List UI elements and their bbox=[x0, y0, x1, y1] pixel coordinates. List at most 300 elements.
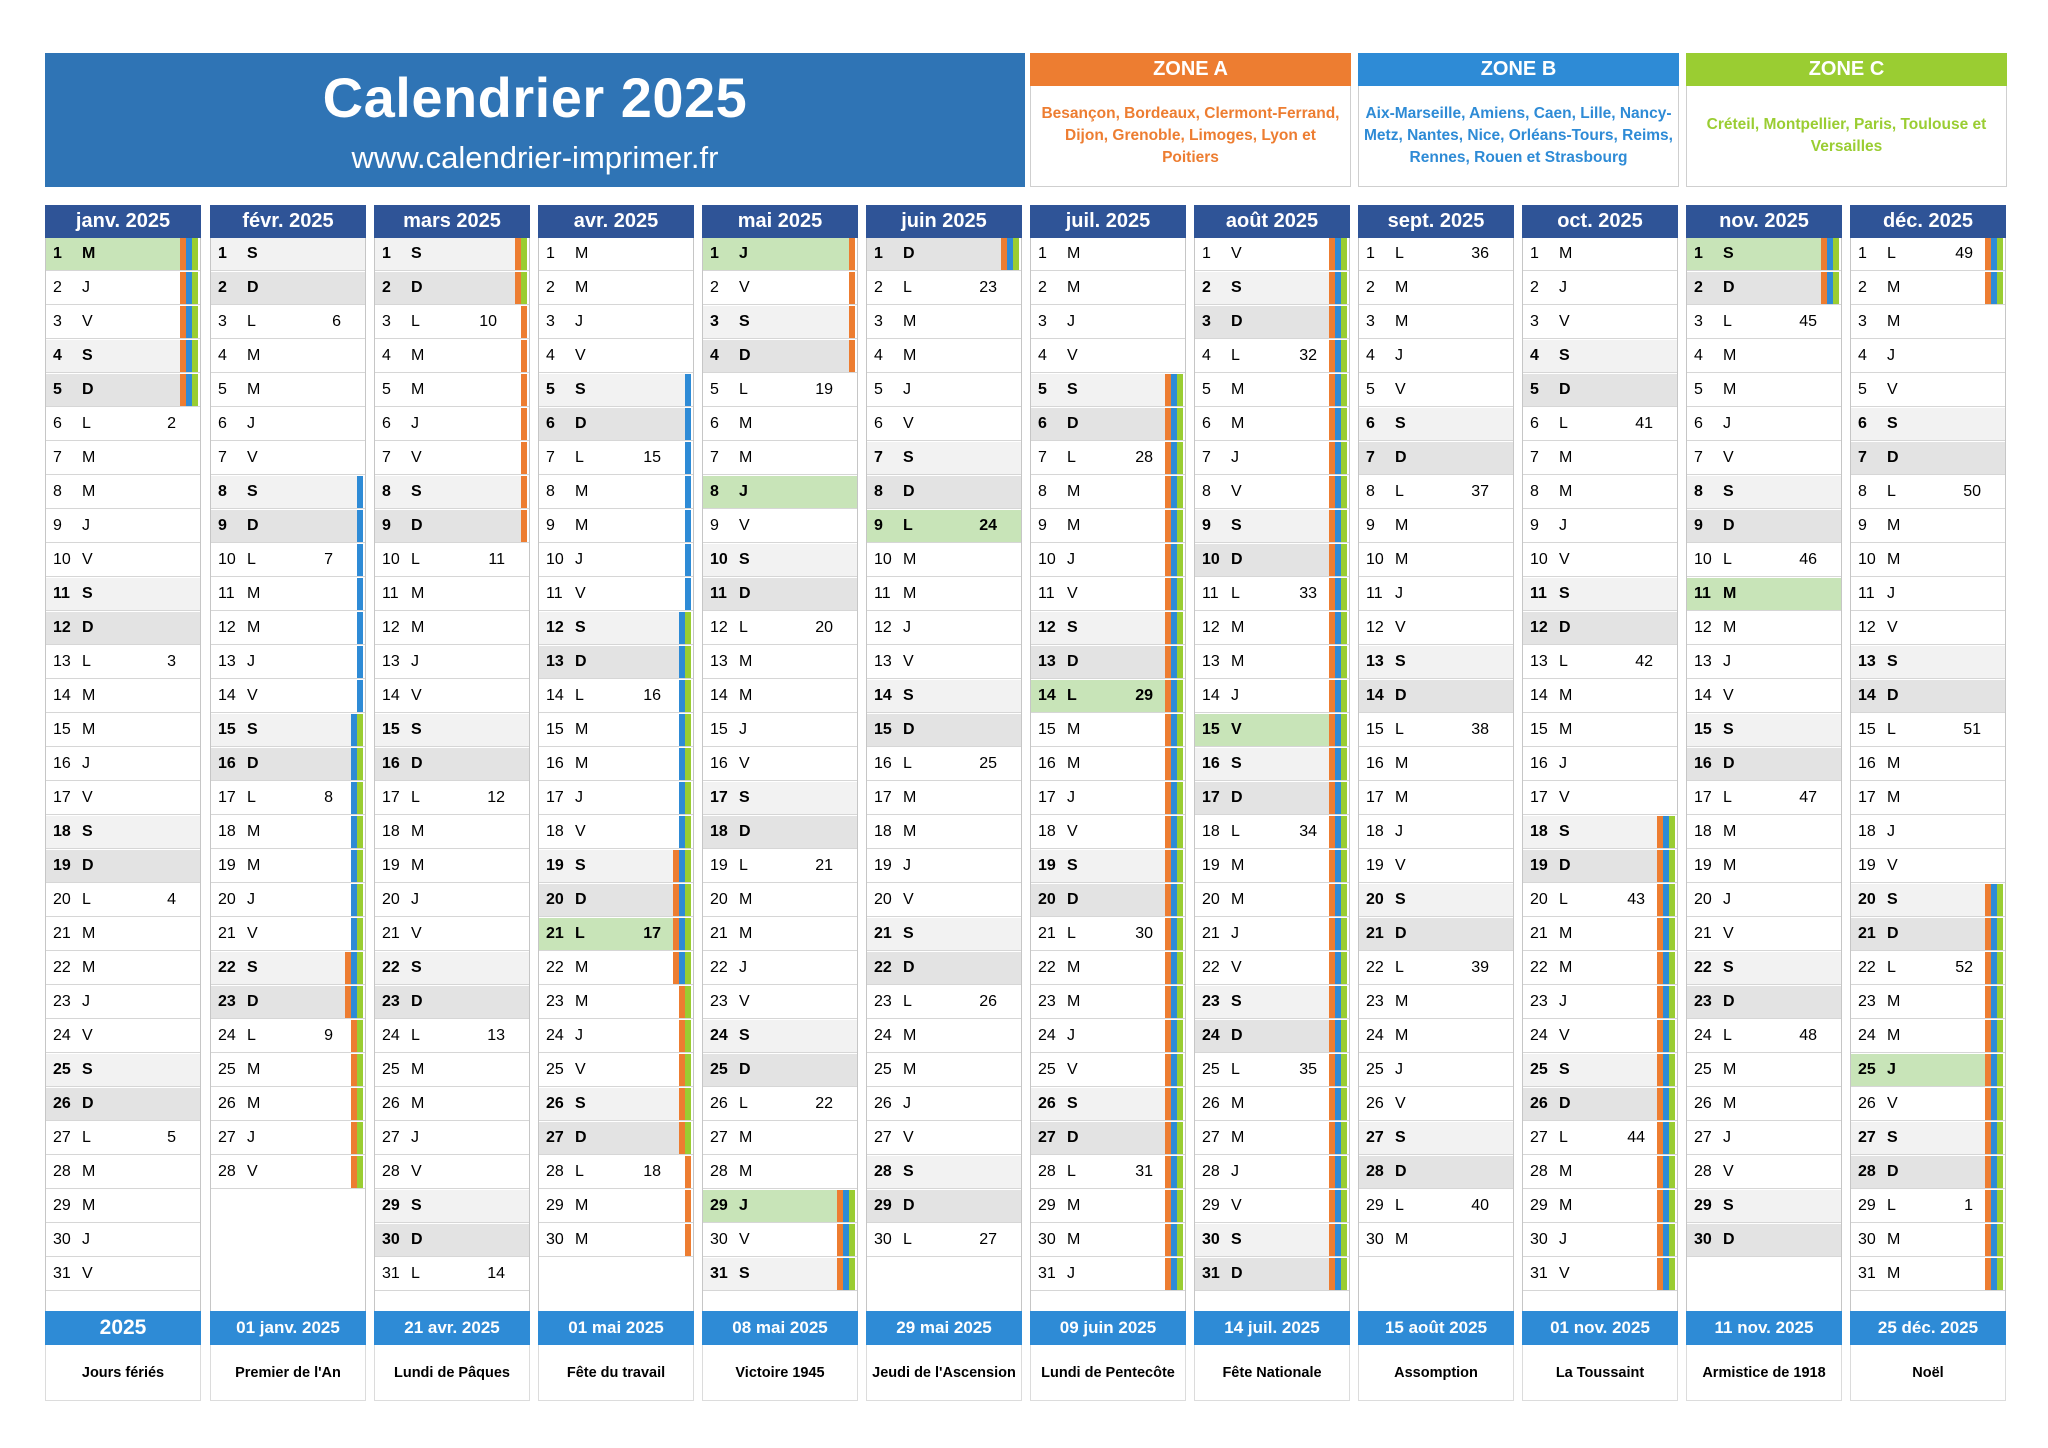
day-row[interactable] bbox=[1851, 986, 2005, 1019]
day-row[interactable] bbox=[1851, 850, 2005, 883]
day-row[interactable] bbox=[703, 1156, 857, 1189]
day-row[interactable] bbox=[703, 816, 857, 849]
day-row[interactable] bbox=[1851, 340, 2005, 373]
day-row[interactable] bbox=[375, 510, 529, 543]
day-row[interactable] bbox=[1687, 1122, 1841, 1155]
day-row[interactable] bbox=[46, 612, 200, 645]
day-row[interactable] bbox=[867, 306, 1021, 339]
day-row[interactable] bbox=[1195, 748, 1349, 781]
day-row[interactable] bbox=[46, 340, 200, 373]
day-row[interactable] bbox=[539, 646, 693, 679]
day-row[interactable] bbox=[1687, 1088, 1841, 1121]
day-row[interactable] bbox=[703, 1020, 857, 1053]
day-row[interactable] bbox=[1851, 1224, 2005, 1257]
day-row[interactable] bbox=[1523, 544, 1677, 577]
day-row[interactable] bbox=[1851, 1122, 2005, 1155]
day-row[interactable] bbox=[539, 748, 693, 781]
day-row[interactable] bbox=[1359, 374, 1513, 407]
day-row[interactable] bbox=[1523, 1020, 1677, 1053]
day-row[interactable] bbox=[375, 850, 529, 883]
day-row[interactable] bbox=[1359, 986, 1513, 1019]
day-row[interactable] bbox=[1359, 408, 1513, 441]
day-row[interactable] bbox=[1851, 680, 2005, 713]
day-row[interactable] bbox=[46, 1054, 200, 1087]
day-row[interactable] bbox=[1851, 1054, 2005, 1087]
day-row[interactable] bbox=[1195, 884, 1349, 917]
day-row[interactable] bbox=[1359, 884, 1513, 917]
day-row[interactable] bbox=[1031, 884, 1185, 917]
day-row[interactable] bbox=[1523, 408, 1677, 441]
day-row[interactable] bbox=[1687, 952, 1841, 985]
day-row[interactable] bbox=[375, 816, 529, 849]
day-row[interactable] bbox=[867, 544, 1021, 577]
day-row[interactable] bbox=[867, 714, 1021, 747]
day-row[interactable] bbox=[1523, 986, 1677, 1019]
day-row[interactable] bbox=[1851, 816, 2005, 849]
day-row[interactable] bbox=[1851, 782, 2005, 815]
day-row[interactable] bbox=[539, 714, 693, 747]
day-row[interactable] bbox=[375, 986, 529, 1019]
day-row[interactable] bbox=[211, 782, 365, 815]
day-row[interactable] bbox=[46, 714, 200, 747]
day-row[interactable] bbox=[1031, 1122, 1185, 1155]
day-row[interactable] bbox=[1687, 646, 1841, 679]
day-row[interactable] bbox=[703, 1088, 857, 1121]
day-row[interactable] bbox=[1031, 816, 1185, 849]
day-row[interactable] bbox=[375, 238, 529, 271]
day-row[interactable] bbox=[1359, 782, 1513, 815]
day-row[interactable] bbox=[703, 272, 857, 305]
day-row[interactable] bbox=[375, 884, 529, 917]
day-row[interactable] bbox=[1031, 374, 1185, 407]
day-row[interactable] bbox=[1523, 272, 1677, 305]
day-row[interactable] bbox=[1687, 578, 1841, 611]
day-row[interactable] bbox=[703, 340, 857, 373]
day-row[interactable] bbox=[211, 238, 365, 271]
day-row[interactable] bbox=[1523, 680, 1677, 713]
day-row[interactable] bbox=[1031, 510, 1185, 543]
day-row[interactable] bbox=[1523, 1122, 1677, 1155]
day-row[interactable] bbox=[375, 476, 529, 509]
day-row[interactable] bbox=[1195, 850, 1349, 883]
day-row[interactable] bbox=[539, 510, 693, 543]
day-row[interactable] bbox=[1851, 612, 2005, 645]
day-row[interactable] bbox=[375, 442, 529, 475]
day-row[interactable] bbox=[1523, 1224, 1677, 1257]
day-row[interactable] bbox=[375, 1088, 529, 1121]
day-row[interactable] bbox=[46, 544, 200, 577]
day-row[interactable] bbox=[867, 986, 1021, 1019]
day-row[interactable] bbox=[46, 748, 200, 781]
day-row[interactable] bbox=[46, 646, 200, 679]
day-row[interactable] bbox=[867, 918, 1021, 951]
day-row[interactable] bbox=[1359, 748, 1513, 781]
day-row[interactable] bbox=[1031, 1088, 1185, 1121]
day-row[interactable] bbox=[1523, 578, 1677, 611]
day-row[interactable] bbox=[867, 238, 1021, 271]
day-row[interactable] bbox=[539, 850, 693, 883]
day-row[interactable] bbox=[1195, 1190, 1349, 1223]
day-row[interactable] bbox=[867, 578, 1021, 611]
day-row[interactable] bbox=[1523, 442, 1677, 475]
day-row[interactable] bbox=[539, 578, 693, 611]
day-row[interactable] bbox=[375, 918, 529, 951]
day-row[interactable] bbox=[46, 510, 200, 543]
day-row[interactable] bbox=[46, 952, 200, 985]
day-row[interactable] bbox=[375, 612, 529, 645]
day-row[interactable] bbox=[1359, 1020, 1513, 1053]
day-row[interactable] bbox=[539, 476, 693, 509]
day-row[interactable] bbox=[1359, 1190, 1513, 1223]
day-row[interactable] bbox=[1195, 646, 1349, 679]
day-row[interactable] bbox=[211, 340, 365, 373]
day-row[interactable] bbox=[211, 850, 365, 883]
day-row[interactable] bbox=[375, 748, 529, 781]
day-row[interactable] bbox=[703, 1190, 857, 1223]
day-row[interactable] bbox=[1359, 510, 1513, 543]
day-row[interactable] bbox=[1523, 646, 1677, 679]
day-row[interactable] bbox=[375, 646, 529, 679]
day-row[interactable] bbox=[539, 986, 693, 1019]
day-row[interactable] bbox=[46, 374, 200, 407]
day-row[interactable] bbox=[1359, 1156, 1513, 1189]
day-row[interactable] bbox=[1195, 1054, 1349, 1087]
day-row[interactable] bbox=[1523, 340, 1677, 373]
day-row[interactable] bbox=[1031, 340, 1185, 373]
day-row[interactable] bbox=[1523, 748, 1677, 781]
day-row[interactable] bbox=[703, 1122, 857, 1155]
day-row[interactable] bbox=[1195, 714, 1349, 747]
day-row[interactable] bbox=[867, 850, 1021, 883]
day-row[interactable] bbox=[867, 782, 1021, 815]
day-row[interactable] bbox=[1523, 918, 1677, 951]
day-row[interactable] bbox=[539, 1156, 693, 1189]
day-row[interactable] bbox=[1523, 952, 1677, 985]
day-row[interactable] bbox=[539, 1020, 693, 1053]
day-row[interactable] bbox=[1195, 680, 1349, 713]
day-row[interactable] bbox=[46, 238, 200, 271]
day-row[interactable] bbox=[867, 816, 1021, 849]
day-row[interactable] bbox=[1523, 1190, 1677, 1223]
day-row[interactable] bbox=[1523, 816, 1677, 849]
day-row[interactable] bbox=[539, 1190, 693, 1223]
day-row[interactable] bbox=[539, 884, 693, 917]
day-row[interactable] bbox=[1031, 272, 1185, 305]
day-row[interactable] bbox=[1031, 238, 1185, 271]
day-row[interactable] bbox=[867, 952, 1021, 985]
day-row[interactable] bbox=[46, 306, 200, 339]
day-row[interactable] bbox=[1851, 1190, 2005, 1223]
day-row[interactable] bbox=[1031, 918, 1185, 951]
day-row[interactable] bbox=[703, 306, 857, 339]
day-row[interactable] bbox=[1523, 374, 1677, 407]
day-row[interactable] bbox=[1523, 1156, 1677, 1189]
day-row[interactable] bbox=[1195, 1258, 1349, 1291]
day-row[interactable] bbox=[1851, 1258, 2005, 1291]
day-row[interactable] bbox=[867, 340, 1021, 373]
day-row[interactable] bbox=[1687, 476, 1841, 509]
day-row[interactable] bbox=[211, 442, 365, 475]
day-row[interactable] bbox=[539, 306, 693, 339]
day-row[interactable] bbox=[1851, 646, 2005, 679]
day-row[interactable] bbox=[1687, 1156, 1841, 1189]
day-row[interactable] bbox=[703, 782, 857, 815]
day-row[interactable] bbox=[703, 884, 857, 917]
day-row[interactable] bbox=[1687, 510, 1841, 543]
day-row[interactable] bbox=[211, 986, 365, 1019]
day-row[interactable] bbox=[867, 1122, 1021, 1155]
day-row[interactable] bbox=[375, 340, 529, 373]
day-row[interactable] bbox=[1195, 612, 1349, 645]
day-row[interactable] bbox=[703, 476, 857, 509]
day-row[interactable] bbox=[703, 374, 857, 407]
day-row[interactable] bbox=[211, 748, 365, 781]
day-row[interactable] bbox=[1359, 714, 1513, 747]
day-row[interactable] bbox=[1523, 238, 1677, 271]
day-row[interactable] bbox=[867, 442, 1021, 475]
day-row[interactable] bbox=[1195, 340, 1349, 373]
day-row[interactable] bbox=[539, 952, 693, 985]
day-row[interactable] bbox=[1851, 748, 2005, 781]
day-row[interactable] bbox=[1851, 884, 2005, 917]
day-row[interactable] bbox=[1359, 272, 1513, 305]
day-row[interactable] bbox=[1523, 476, 1677, 509]
day-row[interactable] bbox=[211, 510, 365, 543]
day-row[interactable] bbox=[1359, 918, 1513, 951]
day-row[interactable] bbox=[211, 544, 365, 577]
day-row[interactable] bbox=[46, 1258, 200, 1291]
day-row[interactable] bbox=[1687, 986, 1841, 1019]
day-row[interactable] bbox=[211, 374, 365, 407]
day-row[interactable] bbox=[46, 1190, 200, 1223]
day-row[interactable] bbox=[1851, 918, 2005, 951]
day-row[interactable] bbox=[539, 408, 693, 441]
day-row[interactable] bbox=[1687, 1020, 1841, 1053]
day-row[interactable] bbox=[703, 238, 857, 271]
day-row[interactable] bbox=[1523, 884, 1677, 917]
day-row[interactable] bbox=[1851, 306, 2005, 339]
day-row[interactable] bbox=[46, 1156, 200, 1189]
day-row[interactable] bbox=[1195, 510, 1349, 543]
day-row[interactable] bbox=[211, 1122, 365, 1155]
day-row[interactable] bbox=[46, 1088, 200, 1121]
day-row[interactable] bbox=[1687, 1054, 1841, 1087]
day-row[interactable] bbox=[539, 612, 693, 645]
day-row[interactable] bbox=[211, 578, 365, 611]
day-row[interactable] bbox=[1195, 476, 1349, 509]
day-row[interactable] bbox=[46, 986, 200, 1019]
day-row[interactable] bbox=[703, 748, 857, 781]
day-row[interactable] bbox=[46, 680, 200, 713]
day-row[interactable] bbox=[1195, 442, 1349, 475]
day-row[interactable] bbox=[1851, 510, 2005, 543]
day-row[interactable] bbox=[1031, 578, 1185, 611]
day-row[interactable] bbox=[1359, 1054, 1513, 1087]
day-row[interactable] bbox=[1851, 1156, 2005, 1189]
day-row[interactable] bbox=[1359, 816, 1513, 849]
day-row[interactable] bbox=[1031, 1054, 1185, 1087]
day-row[interactable] bbox=[1031, 442, 1185, 475]
day-row[interactable] bbox=[703, 442, 857, 475]
day-row[interactable] bbox=[1359, 340, 1513, 373]
day-row[interactable] bbox=[211, 272, 365, 305]
day-row[interactable] bbox=[1195, 306, 1349, 339]
day-row[interactable] bbox=[703, 1224, 857, 1257]
day-row[interactable] bbox=[46, 476, 200, 509]
day-row[interactable] bbox=[46, 1122, 200, 1155]
day-row[interactable] bbox=[1195, 272, 1349, 305]
day-row[interactable] bbox=[211, 714, 365, 747]
day-row[interactable] bbox=[1031, 1190, 1185, 1223]
day-row[interactable] bbox=[1851, 952, 2005, 985]
day-row[interactable] bbox=[539, 1122, 693, 1155]
day-row[interactable] bbox=[1359, 646, 1513, 679]
day-row[interactable] bbox=[703, 408, 857, 441]
day-row[interactable] bbox=[703, 646, 857, 679]
day-row[interactable] bbox=[1687, 816, 1841, 849]
day-row[interactable] bbox=[46, 884, 200, 917]
day-row[interactable] bbox=[1031, 714, 1185, 747]
day-row[interactable] bbox=[539, 442, 693, 475]
day-row[interactable] bbox=[1195, 374, 1349, 407]
day-row[interactable] bbox=[1687, 850, 1841, 883]
day-row[interactable] bbox=[1687, 544, 1841, 577]
day-row[interactable] bbox=[211, 952, 365, 985]
day-row[interactable] bbox=[1031, 850, 1185, 883]
day-row[interactable] bbox=[703, 1054, 857, 1087]
day-row[interactable] bbox=[1851, 714, 2005, 747]
day-row[interactable] bbox=[46, 782, 200, 815]
day-row[interactable] bbox=[539, 1224, 693, 1257]
day-row[interactable] bbox=[1523, 714, 1677, 747]
day-row[interactable] bbox=[539, 340, 693, 373]
day-row[interactable] bbox=[703, 544, 857, 577]
day-row[interactable] bbox=[46, 1224, 200, 1257]
day-row[interactable] bbox=[1687, 408, 1841, 441]
day-row[interactable] bbox=[1195, 782, 1349, 815]
day-row[interactable] bbox=[1687, 340, 1841, 373]
day-row[interactable] bbox=[867, 1190, 1021, 1223]
day-row[interactable] bbox=[1195, 1088, 1349, 1121]
day-row[interactable] bbox=[1195, 578, 1349, 611]
day-row[interactable] bbox=[1031, 612, 1185, 645]
day-row[interactable] bbox=[539, 1088, 693, 1121]
day-row[interactable] bbox=[211, 306, 365, 339]
day-row[interactable] bbox=[1851, 1088, 2005, 1121]
day-row[interactable] bbox=[867, 510, 1021, 543]
day-row[interactable] bbox=[1359, 680, 1513, 713]
day-row[interactable] bbox=[211, 918, 365, 951]
day-row[interactable] bbox=[867, 1088, 1021, 1121]
day-row[interactable] bbox=[211, 1156, 365, 1189]
day-row[interactable] bbox=[1851, 238, 2005, 271]
day-row[interactable] bbox=[1031, 782, 1185, 815]
day-row[interactable] bbox=[867, 884, 1021, 917]
day-row[interactable] bbox=[1195, 408, 1349, 441]
day-row[interactable] bbox=[1851, 272, 2005, 305]
day-row[interactable] bbox=[46, 408, 200, 441]
day-row[interactable] bbox=[539, 272, 693, 305]
day-row[interactable] bbox=[1031, 544, 1185, 577]
day-row[interactable] bbox=[46, 578, 200, 611]
day-row[interactable] bbox=[1359, 1088, 1513, 1121]
day-row[interactable] bbox=[46, 816, 200, 849]
day-row[interactable] bbox=[867, 1020, 1021, 1053]
day-row[interactable] bbox=[211, 816, 365, 849]
day-row[interactable] bbox=[1523, 782, 1677, 815]
day-row[interactable] bbox=[703, 850, 857, 883]
day-row[interactable] bbox=[867, 1054, 1021, 1087]
day-row[interactable] bbox=[1523, 1088, 1677, 1121]
day-row[interactable] bbox=[211, 646, 365, 679]
day-row[interactable] bbox=[1031, 748, 1185, 781]
day-row[interactable] bbox=[1687, 238, 1841, 271]
day-row[interactable] bbox=[375, 408, 529, 441]
day-row[interactable] bbox=[1031, 680, 1185, 713]
day-row[interactable] bbox=[375, 714, 529, 747]
day-row[interactable] bbox=[375, 578, 529, 611]
day-row[interactable] bbox=[1851, 442, 2005, 475]
day-row[interactable] bbox=[46, 850, 200, 883]
day-row[interactable] bbox=[1851, 1020, 2005, 1053]
day-row[interactable] bbox=[1523, 1258, 1677, 1291]
day-row[interactable] bbox=[1687, 782, 1841, 815]
day-row[interactable] bbox=[211, 680, 365, 713]
day-row[interactable] bbox=[211, 884, 365, 917]
day-row[interactable] bbox=[1031, 646, 1185, 679]
day-row[interactable] bbox=[703, 578, 857, 611]
day-row[interactable] bbox=[867, 1156, 1021, 1189]
day-row[interactable] bbox=[1851, 374, 2005, 407]
day-row[interactable] bbox=[1851, 578, 2005, 611]
day-row[interactable] bbox=[1195, 918, 1349, 951]
day-row[interactable] bbox=[46, 918, 200, 951]
day-row[interactable] bbox=[1687, 442, 1841, 475]
day-row[interactable] bbox=[1687, 748, 1841, 781]
day-row[interactable] bbox=[375, 1224, 529, 1257]
day-row[interactable] bbox=[1195, 1122, 1349, 1155]
day-row[interactable] bbox=[375, 1054, 529, 1087]
day-row[interactable] bbox=[1359, 544, 1513, 577]
day-row[interactable] bbox=[1523, 612, 1677, 645]
day-row[interactable] bbox=[1687, 714, 1841, 747]
day-row[interactable] bbox=[1851, 544, 2005, 577]
day-row[interactable] bbox=[1359, 476, 1513, 509]
day-row[interactable] bbox=[867, 408, 1021, 441]
day-row[interactable] bbox=[703, 952, 857, 985]
day-row[interactable] bbox=[539, 918, 693, 951]
day-row[interactable] bbox=[375, 544, 529, 577]
day-row[interactable] bbox=[211, 408, 365, 441]
day-row[interactable] bbox=[375, 782, 529, 815]
day-row[interactable] bbox=[1687, 374, 1841, 407]
day-row[interactable] bbox=[375, 1122, 529, 1155]
day-row[interactable] bbox=[703, 986, 857, 1019]
day-row[interactable] bbox=[539, 238, 693, 271]
day-row[interactable] bbox=[1523, 1054, 1677, 1087]
day-row[interactable] bbox=[211, 476, 365, 509]
day-row[interactable] bbox=[703, 612, 857, 645]
day-row[interactable] bbox=[1195, 1156, 1349, 1189]
day-row[interactable] bbox=[375, 1020, 529, 1053]
day-row[interactable] bbox=[867, 1224, 1021, 1257]
day-row[interactable] bbox=[1031, 1020, 1185, 1053]
day-row[interactable] bbox=[867, 476, 1021, 509]
day-row[interactable] bbox=[1359, 578, 1513, 611]
day-row[interactable] bbox=[375, 1258, 529, 1291]
day-row[interactable] bbox=[1031, 952, 1185, 985]
day-row[interactable] bbox=[1359, 238, 1513, 271]
